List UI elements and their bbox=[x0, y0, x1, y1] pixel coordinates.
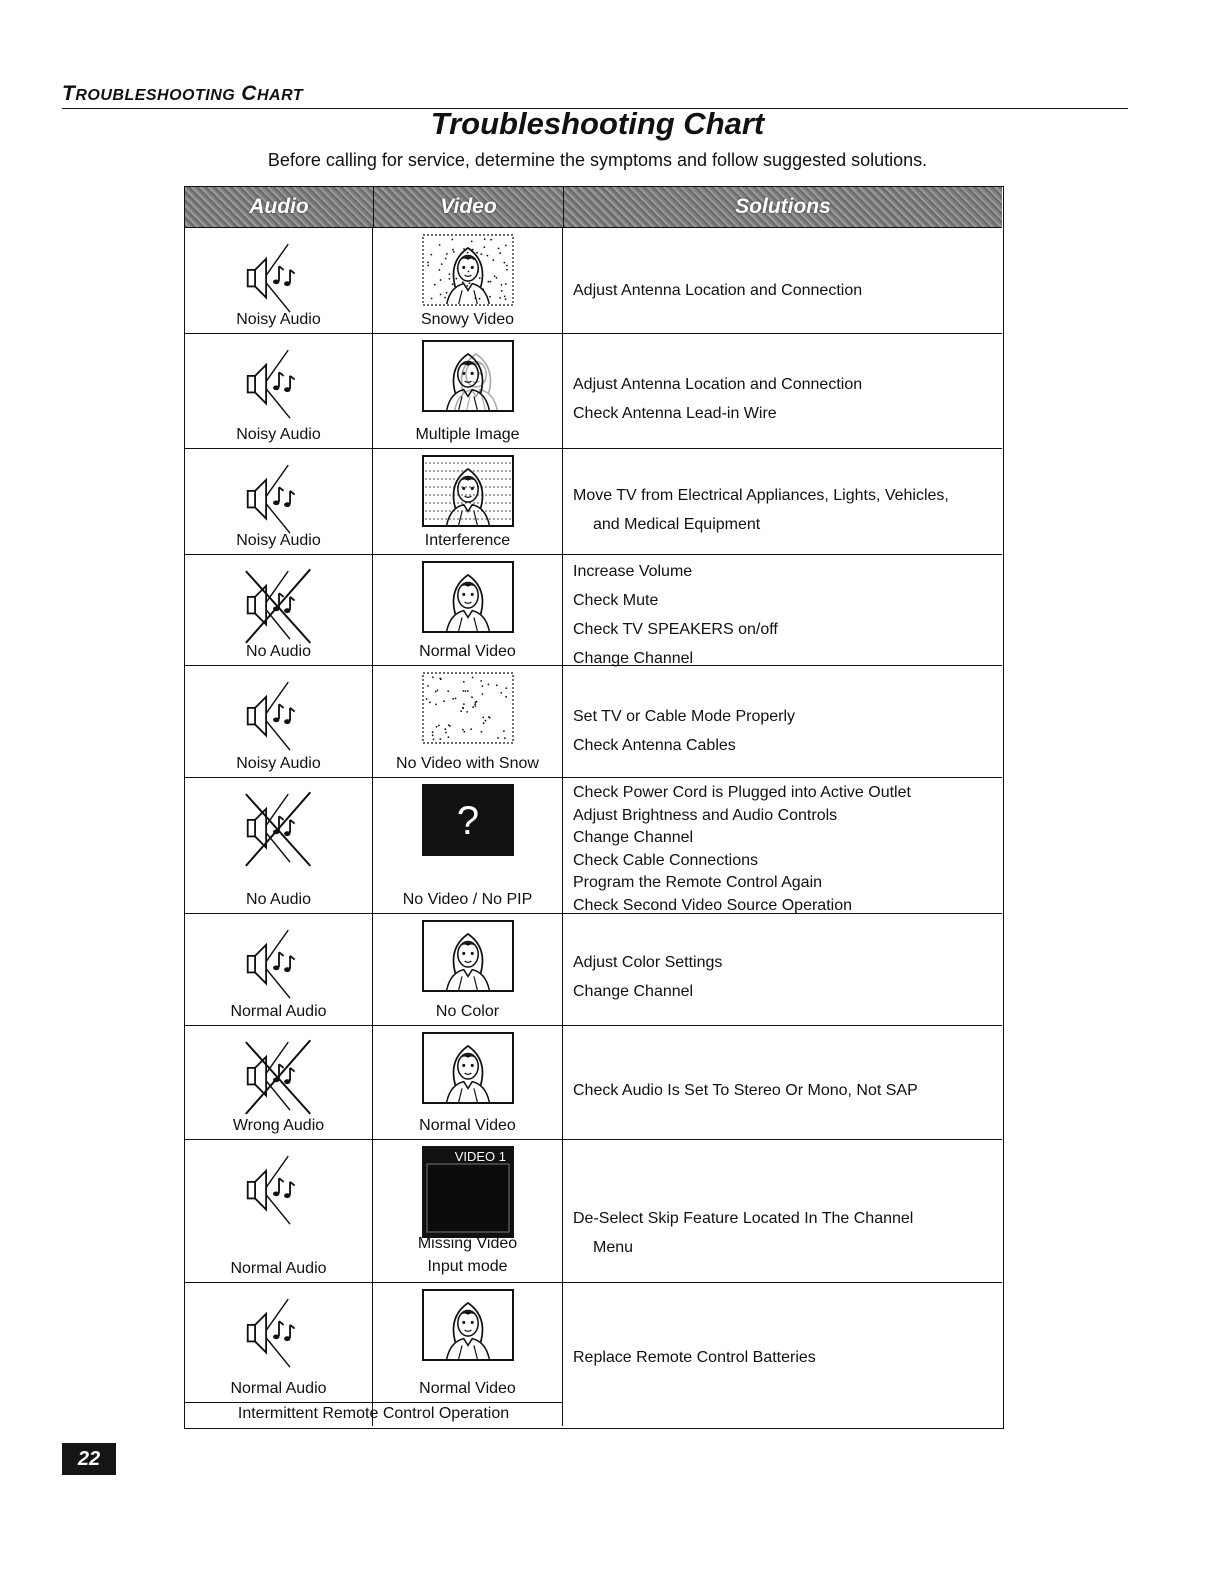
table-row bbox=[185, 448, 1002, 554]
video-cell bbox=[373, 555, 563, 665]
page-title: Troubleshooting Chart bbox=[430, 106, 765, 141]
video-label: Interference bbox=[424, 532, 511, 549]
audio-label: No Audio bbox=[246, 643, 311, 660]
table-row bbox=[185, 227, 1002, 333]
solution-item: Adjust Brightness and Audio Controls bbox=[573, 806, 838, 824]
page-number: 22 bbox=[62, 1443, 116, 1475]
interference-tv-icon bbox=[422, 455, 514, 532]
video-label: No Color bbox=[435, 1003, 500, 1020]
video-cell bbox=[373, 1140, 563, 1282]
muted-speaker-icon bbox=[233, 786, 325, 879]
solutions-cell bbox=[563, 555, 1002, 665]
audio-cell bbox=[185, 228, 373, 333]
black-tv-icon bbox=[422, 1146, 514, 1243]
header-video: Video bbox=[374, 187, 564, 227]
table-row bbox=[185, 554, 1002, 665]
solution-item: Increase Volume bbox=[573, 563, 693, 580]
svg-text:VIDEO 1: VIDEO 1 bbox=[454, 1149, 506, 1164]
solution-item: Check Power Cord is Plugged into Active Outlet bbox=[573, 784, 911, 801]
solution-item: De-Select Skip Feature Located In The Channel bbox=[573, 1210, 914, 1227]
normal-tv-icon bbox=[422, 1289, 514, 1366]
speaker-icon bbox=[233, 1148, 325, 1241]
solutions-cell bbox=[563, 1026, 1002, 1139]
solution-item: Check Cable Connections bbox=[573, 851, 758, 869]
video-cell bbox=[373, 914, 563, 1025]
solution-item: Check Audio Is Set To Stereo Or Mono, Not SAP bbox=[573, 1082, 918, 1099]
table-row bbox=[185, 777, 1002, 913]
table-row bbox=[185, 665, 1002, 777]
solutions-cell bbox=[563, 334, 1002, 448]
audio-cell bbox=[185, 1140, 373, 1282]
video-cell bbox=[373, 334, 563, 448]
solution-item: Menu bbox=[593, 1239, 634, 1256]
solution-item: Move TV from Electrical Appliances, Lights, Vehicles, bbox=[573, 487, 949, 504]
audio-label: Normal Audio bbox=[230, 1003, 327, 1020]
solutions-cell bbox=[563, 666, 1002, 777]
solution-item: Change Channel bbox=[573, 983, 694, 1000]
video-label: Snowy Video bbox=[420, 311, 515, 328]
solution-item: Set TV or Cable Mode Properly bbox=[573, 708, 796, 725]
video-cell bbox=[373, 228, 563, 333]
audio-cell bbox=[185, 778, 373, 913]
speaker-icon bbox=[233, 674, 325, 767]
video-cell bbox=[373, 778, 563, 913]
section-header: TROUBLESHOOTING CHART bbox=[62, 82, 1128, 109]
audio-cell bbox=[185, 914, 373, 1025]
solution-item: and Medical Equipment bbox=[593, 516, 761, 533]
audio-label: Normal Audio bbox=[230, 1260, 327, 1277]
snow-only-tv-icon bbox=[422, 672, 514, 749]
video-cell bbox=[373, 1026, 563, 1139]
normal-tv-icon bbox=[422, 561, 514, 638]
snowy-tv-icon bbox=[422, 234, 514, 311]
question-tv-icon bbox=[422, 784, 514, 861]
video-label: No Video with Snow bbox=[396, 755, 539, 772]
audio-cell bbox=[185, 555, 373, 665]
header-solutions: Solutions bbox=[564, 187, 1002, 227]
solution-item: Adjust Antenna Location and Connection bbox=[573, 282, 863, 299]
audio-label: Noisy Audio bbox=[236, 311, 321, 328]
video-label: Normal Video bbox=[419, 643, 516, 660]
muted-speaker-icon bbox=[233, 1034, 325, 1127]
speaker-icon bbox=[233, 922, 325, 1015]
video-label: Normal Video bbox=[419, 1380, 516, 1397]
solutions-cell bbox=[563, 228, 1002, 333]
table-row bbox=[185, 1025, 1002, 1139]
audio-cell bbox=[185, 334, 373, 448]
audio-label: Noisy Audio bbox=[236, 755, 321, 772]
solution-item: Check TV SPEAKERS on/off bbox=[573, 621, 778, 638]
solution-item: Check Second Video Source Operation bbox=[573, 896, 852, 914]
speaker-icon bbox=[233, 1291, 325, 1384]
audio-cell bbox=[185, 449, 373, 554]
video-label bbox=[373, 1232, 562, 1278]
video-label: Normal Video bbox=[419, 1117, 516, 1134]
normal-tv-icon bbox=[422, 920, 514, 997]
speaker-icon bbox=[233, 342, 325, 435]
solution-item: Change Channel bbox=[573, 650, 694, 667]
solutions-cell bbox=[563, 449, 1002, 554]
footer-symptom: Intermittent Remote Control Operation bbox=[185, 1402, 563, 1426]
video-cell bbox=[373, 449, 563, 554]
solution-item: Program the Remote Control Again bbox=[573, 874, 823, 891]
solutions-cell bbox=[563, 914, 1002, 1025]
troubleshooting-table bbox=[184, 186, 1004, 1429]
solution-item: Replace Remote Control Batteries bbox=[573, 1349, 816, 1366]
audio-cell bbox=[185, 1026, 373, 1139]
solutions-cell bbox=[563, 778, 1002, 913]
ghost-tv-icon bbox=[422, 340, 514, 417]
audio-label: Noisy Audio bbox=[236, 426, 321, 443]
table-row bbox=[185, 913, 1002, 1025]
solution-item: Adjust Antenna Location and Connection bbox=[573, 376, 863, 393]
video-label-line: Input mode bbox=[427, 1258, 508, 1275]
audio-label: Noisy Audio bbox=[236, 532, 321, 549]
solutions-cell bbox=[563, 1140, 1002, 1282]
solution-item: Check Antenna Lead-in Wire bbox=[573, 405, 777, 422]
audio-label: No Audio bbox=[246, 891, 311, 908]
solution-item: Adjust Color Settings bbox=[573, 954, 723, 971]
solution-item: Change Channel bbox=[573, 829, 694, 846]
normal-tv-icon bbox=[422, 1032, 514, 1109]
audio-cell bbox=[185, 666, 373, 777]
audio-label: Normal Audio bbox=[230, 1380, 327, 1397]
header-audio: Audio bbox=[185, 187, 374, 227]
solutions-cell bbox=[563, 1283, 1002, 1426]
page-subtitle: Before calling for service, determine the symptoms and follow suggested solutions. bbox=[267, 150, 928, 170]
video-cell bbox=[373, 666, 563, 777]
table-row bbox=[185, 1139, 1002, 1282]
solution-item: Check Mute bbox=[573, 592, 659, 609]
solution-item: Check Antenna Cables bbox=[573, 737, 736, 754]
audio-label: Wrong Audio bbox=[232, 1117, 325, 1134]
video-label: No Video / No PIP bbox=[402, 891, 533, 908]
video-label: Multiple Image bbox=[415, 426, 520, 443]
table-row bbox=[185, 333, 1002, 448]
video-label-line: Missing Video bbox=[417, 1235, 518, 1252]
svg-text:?: ? bbox=[456, 799, 479, 843]
